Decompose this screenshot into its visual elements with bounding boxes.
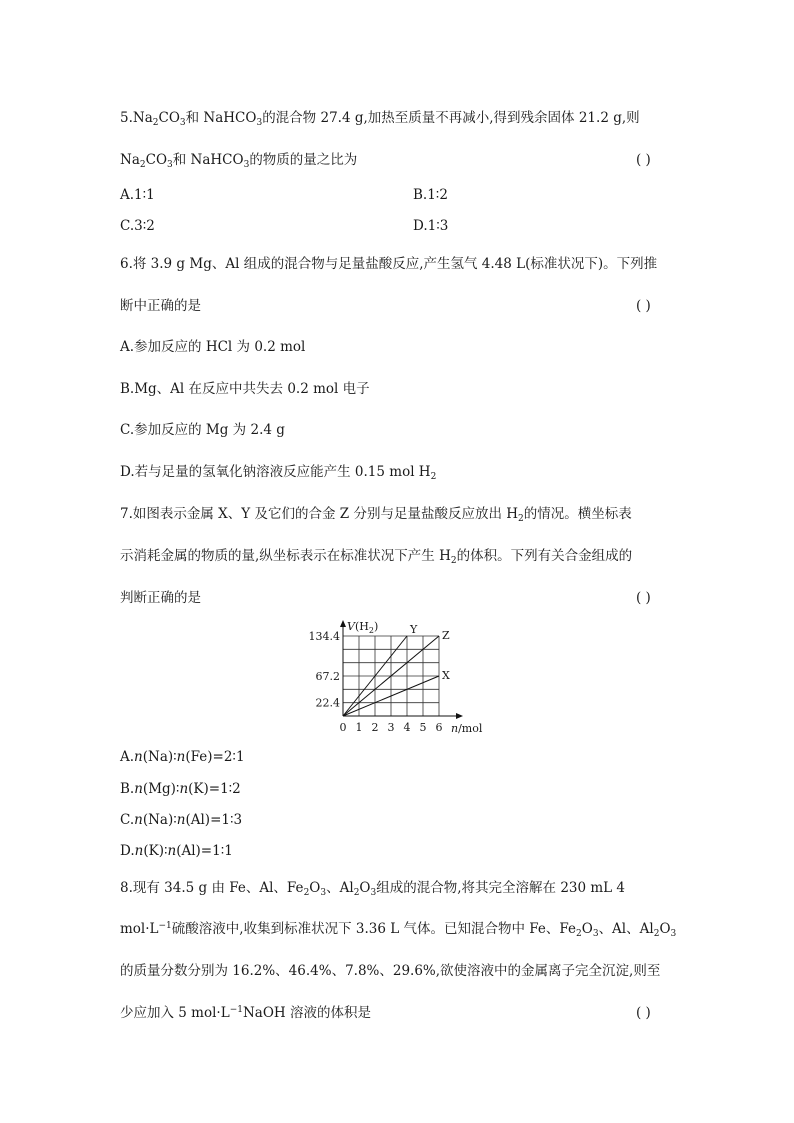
q6-answer-blank: ( ) (636, 298, 651, 314)
q7-stem-line3: 判断正确的是 (120, 590, 201, 606)
y-axis-label: $V(H_2)$ (347, 620, 379, 635)
q7-option-c: C.n(Na)∶n(Al)=1∶3 (120, 812, 243, 828)
x-axis-arrow (456, 713, 463, 719)
x-tick-label: 0 (339, 721, 347, 734)
q6-option-d: D.若与足量的氢氧化钠溶液反应能产生 0.15 mol $H_2$ (120, 464, 437, 482)
q6-stem-line1: 6.将 3.9 g Mg、Al 组成的混合物与足量盐酸反应,产生氢气 4.48 L(标准状况下)。下列推 (120, 256, 658, 272)
q5-option-d: D.1∶3 (413, 218, 449, 234)
hydrogen-volume-chart (300, 616, 500, 740)
x-axis-label: n/mol (451, 722, 483, 735)
q7-stem-line1: 7.如图表示金属 X、Y 及它们的合金 Z 分别与足量盐酸反应放出 $H_2$的情况。横坐标表 (120, 506, 632, 524)
y-tick-label: 22.4 (315, 696, 340, 710)
y-tick-label: 134.4 (308, 630, 340, 643)
series-label-x: X (442, 669, 450, 682)
q8-stem-line1: 8.现有 34.5 g 由 Fe、Al、$Fe_2O_3$、$Al_2O_3$组成的混合物,将其完全溶解在 230 mL 4 (120, 880, 626, 898)
y-tick-label: 67.2 (315, 670, 340, 683)
q6-stem-line2: 断中正确的是 (120, 298, 201, 314)
q7-option-d: D.n(K)∶n(Al)=1∶1 (120, 843, 233, 859)
x-tick-label: 5 (419, 721, 427, 734)
x-tick-label: 1 (355, 721, 363, 734)
x-tick-label: 4 (403, 721, 411, 734)
x-tick-label: 6 (435, 721, 443, 734)
q6-option-a: A.参加反应的 HCl 为 0.2 mol (120, 339, 306, 355)
q8-answer-blank: ( ) (636, 1005, 651, 1021)
q7-stem-line2: 示消耗金属的物质的量,纵坐标表示在标准状况下产生 $H_2$的体积。下列有关合金组成的 (120, 548, 633, 566)
q8-stem-line4: 少应加入 5 $mol\cdot L^{-1}NaOH$ 溶液的体积是 (120, 1005, 371, 1021)
q5-answer-blank: ( ) (636, 152, 651, 168)
q6-option-c: C.参加反应的 Mg 为 2.4 g (120, 422, 285, 438)
q5-option-c: C.3∶2 (120, 218, 155, 234)
q8-stem-line2: $mol\cdot L^{-1}$硫酸溶液中,收集到标准状况下 3.36 L 气体。已知混合物中 Fe、$Fe_2O_3$、Al、$Al_2O_3$ (120, 921, 677, 939)
x-tick-label: 2 (371, 721, 379, 734)
q5-option-b: B.1∶2 (413, 187, 448, 203)
q5-option-a: A.1∶1 (120, 187, 155, 203)
series-label-y: Y (410, 623, 418, 636)
q7-option-b: B.n(Mg)∶n(K)=1∶2 (120, 781, 241, 797)
q6-option-b: B.Mg、Al 在反应中共失去 0.2 mol 电子 (120, 381, 370, 397)
q5-stem-line2: $Na_2CO_3$和 NaHCO$_3$的物质的量之比为 (120, 152, 358, 170)
q8-stem-line3: 的质量分数分别为 16.2%、46.4%、7.8%、29.6%,欲使溶液中的金属离子完全沉淀,则至 (120, 963, 661, 979)
q7-option-a: A.n(Na)∶n(Fe)=2∶1 (120, 749, 245, 765)
x-tick-label: 3 (387, 721, 395, 734)
q5-stem-line1: $5.Na_2CO_3$和 NaHCO$_3$的混合物 27.4 g,加热至质量不再减小,得到残余固体 21.2 g,则 (120, 110, 640, 128)
q7-answer-blank: ( ) (636, 590, 651, 606)
y-axis-arrow (340, 620, 346, 627)
series-label-z: Z (442, 629, 450, 642)
